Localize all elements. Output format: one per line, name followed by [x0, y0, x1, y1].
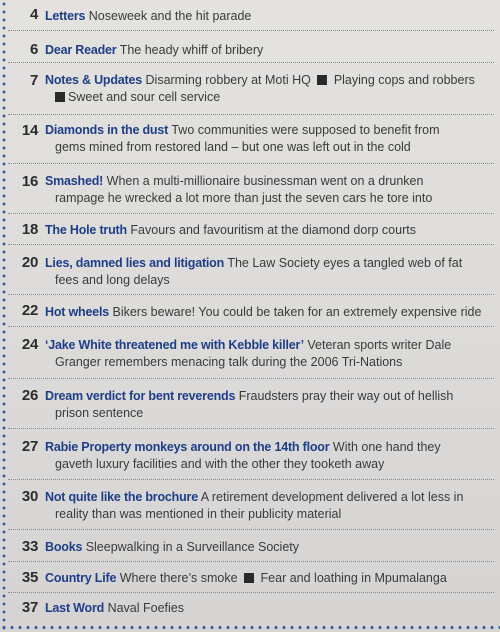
page-number: 18	[21, 221, 38, 238]
entry-headline: Lies, damned lies and litigation	[45, 256, 225, 270]
entry-description: Sleepwalking in a Surveillance Society	[85, 540, 299, 554]
entry-headline: Notes & Updates	[45, 73, 143, 87]
toc-entry	[8, 36, 494, 63]
page-number: 20	[21, 254, 38, 271]
entry-description: Fraudsters pray their way out of hellish	[238, 389, 454, 403]
entry-description: Veteran sports writer Dale	[307, 338, 452, 352]
bullet-square-icon	[317, 75, 327, 85]
toc-entry	[8, 300, 494, 327]
page-number: 6	[29, 41, 38, 58]
bullet-square-icon	[244, 573, 254, 583]
entry-description: Disarming robbery at Moti HQ	[145, 73, 311, 87]
entry-headline: The Hole truth	[45, 223, 127, 237]
entry-description: Granger remembers menacing talk during the 2006 Tri-Nations	[55, 355, 403, 369]
entry-description: Fear and loathing in Mpumalanga	[260, 571, 447, 585]
page-number: 7	[29, 72, 38, 89]
entry-description: A retirement development delivered a lot less in	[200, 490, 464, 504]
toc-entry	[8, 566, 494, 593]
entry-description: Favours and favouritism at the diamond dorp courts	[130, 223, 416, 237]
entry-description: When a multi-millionaire businessman went on a drunken	[106, 174, 424, 188]
page-number: 14	[21, 122, 38, 139]
entry-headline: ‘Jake White threatened me with Kebble killer’	[45, 338, 304, 352]
entry-description: reality than was mentioned in their publicity material	[55, 507, 342, 521]
entry-description: Sweet and sour cell service	[68, 90, 221, 104]
entry-headline: Not quite like the brochure	[45, 490, 198, 504]
entry-description: The heady whiff of bribery	[119, 43, 264, 57]
entry-headline: Dream verdict for bent reverends	[45, 389, 236, 403]
toc-entry	[8, 535, 494, 562]
toc-entry	[8, 333, 494, 379]
page-number: 4	[29, 6, 38, 23]
page-number: 16	[21, 173, 38, 190]
page-number: 22	[21, 302, 38, 319]
entry-headline: Hot wheels	[45, 305, 109, 319]
entry-description: Where there’s smoke	[119, 571, 238, 585]
entry-description: prison sentence	[55, 406, 144, 420]
page-number: 37	[21, 599, 38, 616]
toc-entry	[8, 119, 494, 164]
toc-entry	[8, 435, 494, 480]
toc-entry	[8, 485, 494, 530]
bottom-dot-border	[0, 625, 500, 630]
entry-headline: Books	[45, 540, 83, 554]
entry-description: Naval Foefies	[107, 601, 185, 615]
toc-entry	[8, 597, 494, 623]
entry-headline: Last Word	[45, 601, 105, 615]
toc-entry	[8, 218, 494, 245]
entry-description: gems mined from restored land – but one was left out in the cold	[55, 140, 411, 154]
toc-entry	[8, 68, 494, 115]
entry-headline: Diamonds in the dust	[45, 123, 169, 137]
entry-headline: Dear Reader	[45, 43, 117, 57]
left-dot-border	[2, 0, 6, 632]
entry-description: Noseweek and the hit parade	[88, 9, 252, 23]
bullet-square-icon	[55, 92, 65, 102]
page-number: 27	[21, 438, 38, 455]
entry-description: Two communities were supposed to benefit from	[171, 123, 440, 137]
entry-headline: Letters	[45, 9, 86, 23]
page-number: 24	[21, 336, 38, 353]
entry-description: With one hand they	[332, 440, 441, 454]
entry-headline: Country Life	[45, 571, 117, 585]
entry-headline: Rabie Property monkeys around on the 14th floor	[45, 440, 330, 454]
entry-description: gaveth luxury facilities and with the other they tooketh away	[55, 457, 385, 471]
entry-description: rampage he wrecked a lot more than just the seven cars he tore into	[55, 191, 433, 205]
page-number: 33	[21, 538, 38, 555]
entry-description: Playing cops and robbers	[333, 73, 475, 87]
entry-headline: Smashed!	[45, 174, 104, 188]
entry-description: fees and long delays	[55, 273, 170, 287]
page-number: 26	[21, 387, 38, 404]
page-number: 35	[21, 569, 38, 586]
toc-entry	[8, 384, 494, 429]
entry-description: Bikers beware! You could be taken for an extremely expensive ride	[112, 305, 482, 319]
toc-entry	[8, 251, 494, 295]
toc-entry	[8, 4, 494, 31]
toc-entry	[8, 170, 494, 214]
page-number: 30	[21, 488, 38, 505]
entry-description: The Law Society eyes a tangled web of fat	[227, 256, 463, 270]
